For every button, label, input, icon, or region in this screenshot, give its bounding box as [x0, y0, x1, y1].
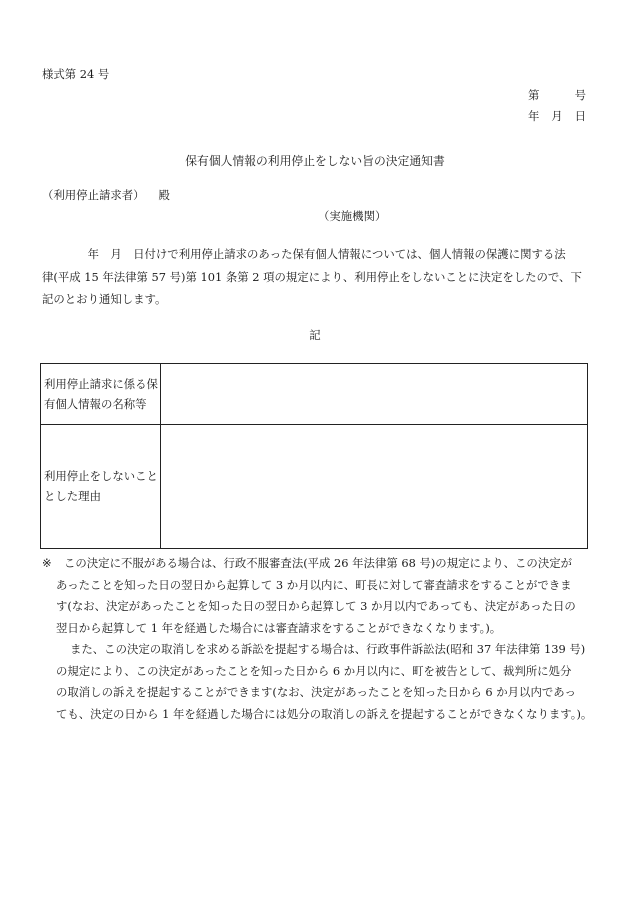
document-number-prefix: 第 — [528, 88, 540, 102]
addressee-label: （利用停止請求者） — [42, 188, 145, 202]
note-line: また、この決定の取消しを求める訴訟を提起する場合は、行政事件訴訟法(昭和 37 年法律第 139 号) — [70, 642, 586, 656]
note-line: の取消しの訴えを提起することができます(なお、決定があったことを知った日から 6 か月以内であっ — [56, 685, 576, 699]
info-name-value-cell — [161, 364, 587, 424]
date-year: 年 — [528, 109, 540, 123]
info-name-label: 利用停止請求に係る保有個人情報の名称等 — [44, 377, 158, 411]
note-line — [42, 553, 602, 575]
info-name-label-cell — [41, 364, 161, 424]
document-title: 保有個人情報の利用停止をしない旨の決定通知書 — [185, 154, 445, 168]
body-line: 律(平成 15 年法律第 57 号)第 101 条第 2 項の規定により、利用停止をしないことに決定をしたので、下 — [42, 269, 582, 284]
note-line: す(なお、決定があったことを知った日の翌日から起算して 3 か月以内であっても、決定があった日の — [56, 599, 576, 613]
document-date — [528, 108, 586, 124]
note-line: の規定により、この決定があったことを知った日から 6 か月以内に、町を被告として、裁判所に処分 — [56, 663, 572, 678]
body-line: 年 月 日付けで利用停止請求のあった保有個人情報については、個人情報の保護に関する法 — [42, 247, 566, 261]
notes-section — [42, 553, 602, 725]
addressee-honorific: 殿 — [158, 188, 170, 202]
note-line: 翌日から起算して 1 年を経過した場合には審査請求をすることができなくなります。)。 — [56, 620, 502, 635]
body-paragraph — [42, 243, 588, 311]
document-number — [528, 87, 586, 103]
ki-heading: 記 — [309, 328, 321, 342]
note-text: この決定に不服がある場合は、行政不服審査法(平成 26 年法律第 68 号)の規定により、この決定が — [64, 556, 572, 570]
note-line: あったことを知った日の翌日から起算して 3 か月以内に、町長に対して審査請求をすることができま — [56, 577, 572, 592]
reason-label-cell — [41, 424, 161, 548]
date-day: 日 — [574, 109, 586, 123]
date-month: 月 — [551, 109, 563, 123]
table-row — [41, 364, 587, 425]
table-row — [41, 424, 587, 548]
note-line: ても、決定の日から 1 年を経過した場合には処分の取消しの訴えを提起することができなくなります。)。 — [56, 706, 593, 721]
agency-label: （実施機関） — [318, 209, 387, 223]
reason-label: 利用停止をしないこととした理由 — [44, 469, 158, 503]
document-number-suffix: 号 — [574, 88, 586, 102]
decision-table — [40, 363, 588, 549]
body-line: 記のとおり通知します。 — [42, 292, 167, 306]
form-number: 様式第 24 号 — [42, 67, 110, 81]
addressee — [42, 187, 170, 203]
note-mark: ※ — [42, 556, 52, 570]
reason-value-cell — [161, 424, 587, 548]
